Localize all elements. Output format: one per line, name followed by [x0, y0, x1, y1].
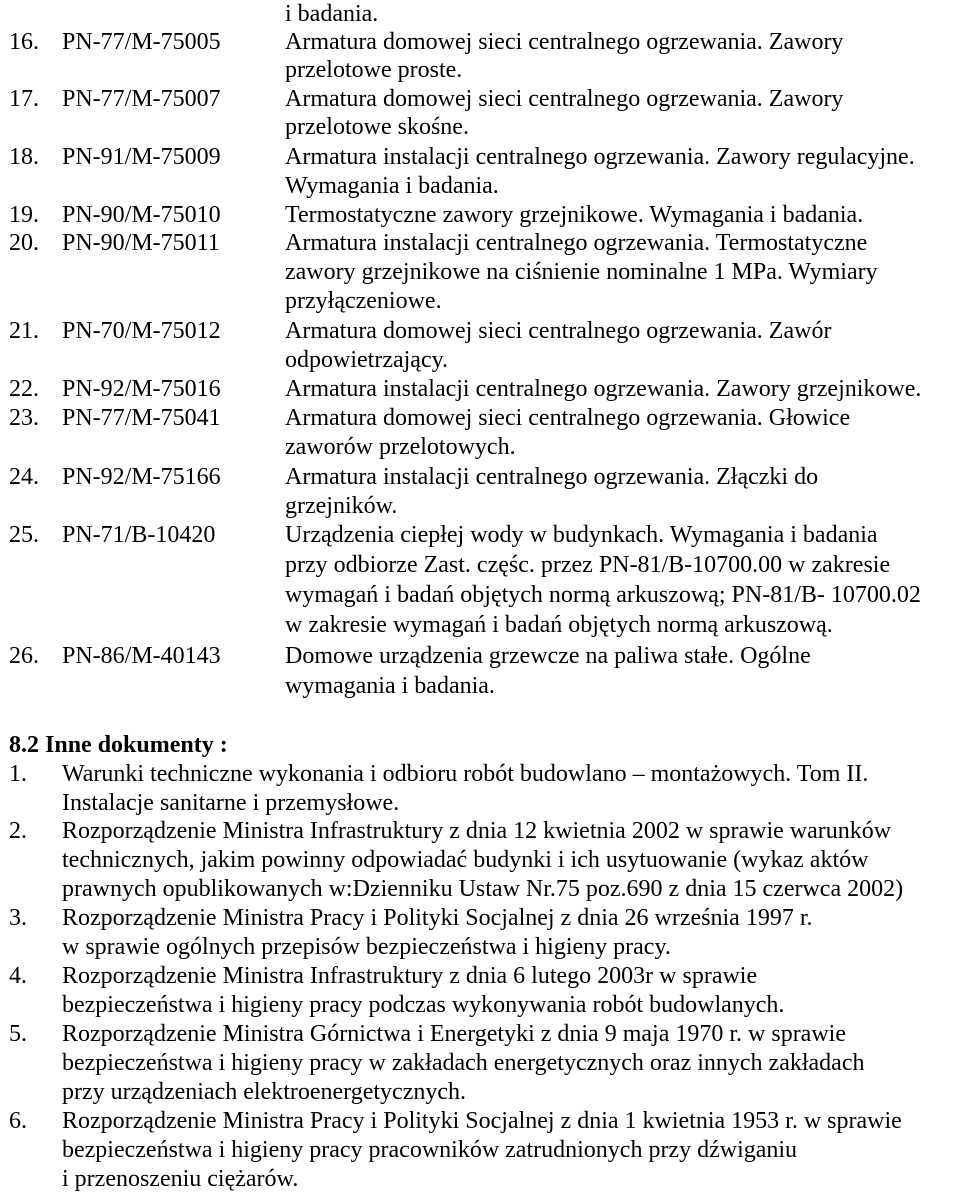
standard-description-line: Armatura domowej sieci centralnego ogrzewania. Głowice [285, 405, 851, 431]
standard-description-line: Armatura instalacji centralnego ogrzewania. Złączki do [285, 464, 819, 490]
standard-number: 24. [9, 464, 39, 490]
document-line: Rozporządzenie Ministra Infrastruktury z dnia 6 lutego 2003r w sprawie [62, 963, 758, 989]
standard-description-line: przelotowe proste. [285, 57, 463, 83]
standard-description-line: przy odbiorze Zast. częśc. przez PN-81/B-10700.00 w zakresie [285, 552, 891, 578]
standard-description-line: Domowe urządzenia grzewcze na paliwa stałe. Ogólne [285, 643, 811, 669]
document-number: 4. [9, 963, 27, 989]
standard-description-line: grzejników. [285, 493, 398, 519]
standard-description-line: Armatura instalacji centralnego ogrzewania. Zawory regulacyjne. [285, 144, 915, 170]
document-line: Warunki techniczne wykonania i odbioru robót budowlano – montażowych. Tom II. [62, 761, 869, 787]
standard-description-line: Armatura instalacji centralnego ogrzewania. Zawory grzejnikowe. [285, 376, 922, 402]
standard-description-line: Wymagania i badania. [285, 173, 499, 199]
document-line: bezpieczeństwa i higieny pracy w zakładach energetycznych oraz innych zakładach [62, 1050, 865, 1076]
standard-number: 25. [9, 522, 39, 548]
standard-code: PN-77/M-75007 [62, 86, 221, 112]
standard-description-line: zaworów przelotowych. [285, 434, 516, 460]
standard-number: 19. [9, 202, 39, 228]
standard-number: 22. [9, 376, 39, 402]
standard-description-line: Urządzenia ciepłej wody w budynkach. Wymagania i badania [285, 522, 878, 548]
document-line: Rozporządzenie Ministra Infrastruktury z dnia 12 kwietnia 2002 w sprawie warunków [62, 818, 892, 844]
document-line: bezpieczeństwa i higieny pracy podczas wykonywania robót budowlanych. [62, 992, 785, 1018]
standard-number: 23. [9, 405, 39, 431]
document-line: bezpieczeństwa i higieny pracy pracowników zatrudnionych przy dźwiganiu [62, 1137, 798, 1163]
standard-code: PN-91/M-75009 [62, 144, 221, 170]
document-line: Instalacje sanitarne i przemysłowe. [62, 790, 400, 816]
section-heading: 8.2 Inne dokumenty : [9, 732, 228, 758]
standard-description-line: Termostatyczne zawory grzejnikowe. Wymagania i badania. [285, 202, 864, 228]
document-line: technicznych, jakim powinny odpowiadać budynki i ich usytuowanie (wykaz aktów [62, 847, 869, 873]
document-number: 5. [9, 1021, 27, 1047]
standard-description-line: w zakresie wymagań i badań objętych normą arkuszową. [285, 612, 833, 638]
document-line: Rozporządzenie Ministra Pracy i Polityki Socjalnej z dnia 1 kwietnia 1953 r. w sprawie [62, 1108, 902, 1134]
standard-description-line: przyłączeniowe. [285, 288, 442, 314]
document-line: w sprawie ogólnych przepisów bezpieczeństwa i higieny pracy. [62, 934, 671, 960]
standard-description-line: Armatura domowej sieci centralnego ogrzewania. Zawory [285, 29, 844, 55]
standard-number: 17. [9, 86, 39, 112]
standard-number: 16. [9, 29, 39, 55]
document-number: 6. [9, 1108, 27, 1134]
standard-number: 26. [9, 643, 39, 669]
standard-code: PN-71/B-10420 [62, 522, 216, 548]
standard-code: PN-86/M-40143 [62, 643, 221, 669]
standard-number: 18. [9, 144, 39, 170]
standard-code: PN-90/M-75010 [62, 202, 221, 228]
document-line: i przenoszeniu ciężarów. [62, 1166, 299, 1192]
standard-description-line: wymagań i badań objętych normą arkuszową; PN-81/B- 10700.02 [285, 582, 921, 608]
document-line: Rozporządzenie Ministra Górnictwa i Energetyki z dnia 9 maja 1970 r. w sprawie [62, 1021, 846, 1047]
standard-code: PN-77/M-75005 [62, 29, 221, 55]
standard-description-line: odpowietrzający. [285, 347, 449, 373]
standard-code: PN-92/M-75016 [62, 376, 221, 402]
standard-description-line: Armatura instalacji centralnego ogrzewania. Termostatyczne [285, 230, 868, 256]
standard-code: PN-90/M-75011 [62, 230, 220, 256]
standard-code: PN-77/M-75041 [62, 405, 221, 431]
standard-number: 20. [9, 230, 39, 256]
standard-number: 21. [9, 318, 39, 344]
document-number: 2. [9, 818, 27, 844]
standard-code: PN-92/M-75166 [62, 464, 221, 490]
document-number: 3. [9, 905, 27, 931]
standard-description-line: przelotowe skośne. [285, 114, 469, 140]
document-line: prawnych opublikowanych w:Dzienniku Ustaw Nr.75 poz.690 z dnia 15 czerwca 2002) [62, 876, 904, 902]
document-line: przy urządzeniach elektroenergetycznych. [62, 1079, 466, 1105]
standard-description-line: Armatura domowej sieci centralnego ogrzewania. Zawór [285, 318, 832, 344]
document-number: 1. [9, 761, 27, 787]
standard-code: PN-70/M-75012 [62, 318, 221, 344]
document-line: Rozporządzenie Ministra Pracy i Polityki Socjalnej z dnia 26 września 1997 r. [62, 905, 813, 931]
standard-description-line: i badania. [285, 1, 379, 27]
standard-description-line: Armatura domowej sieci centralnego ogrzewania. Zawory [285, 86, 844, 112]
standard-description-line: wymagania i badania. [285, 673, 495, 699]
standard-description-line: zawory grzejnikowe na ciśnienie nominalne 1 MPa. Wymiary [285, 259, 878, 285]
